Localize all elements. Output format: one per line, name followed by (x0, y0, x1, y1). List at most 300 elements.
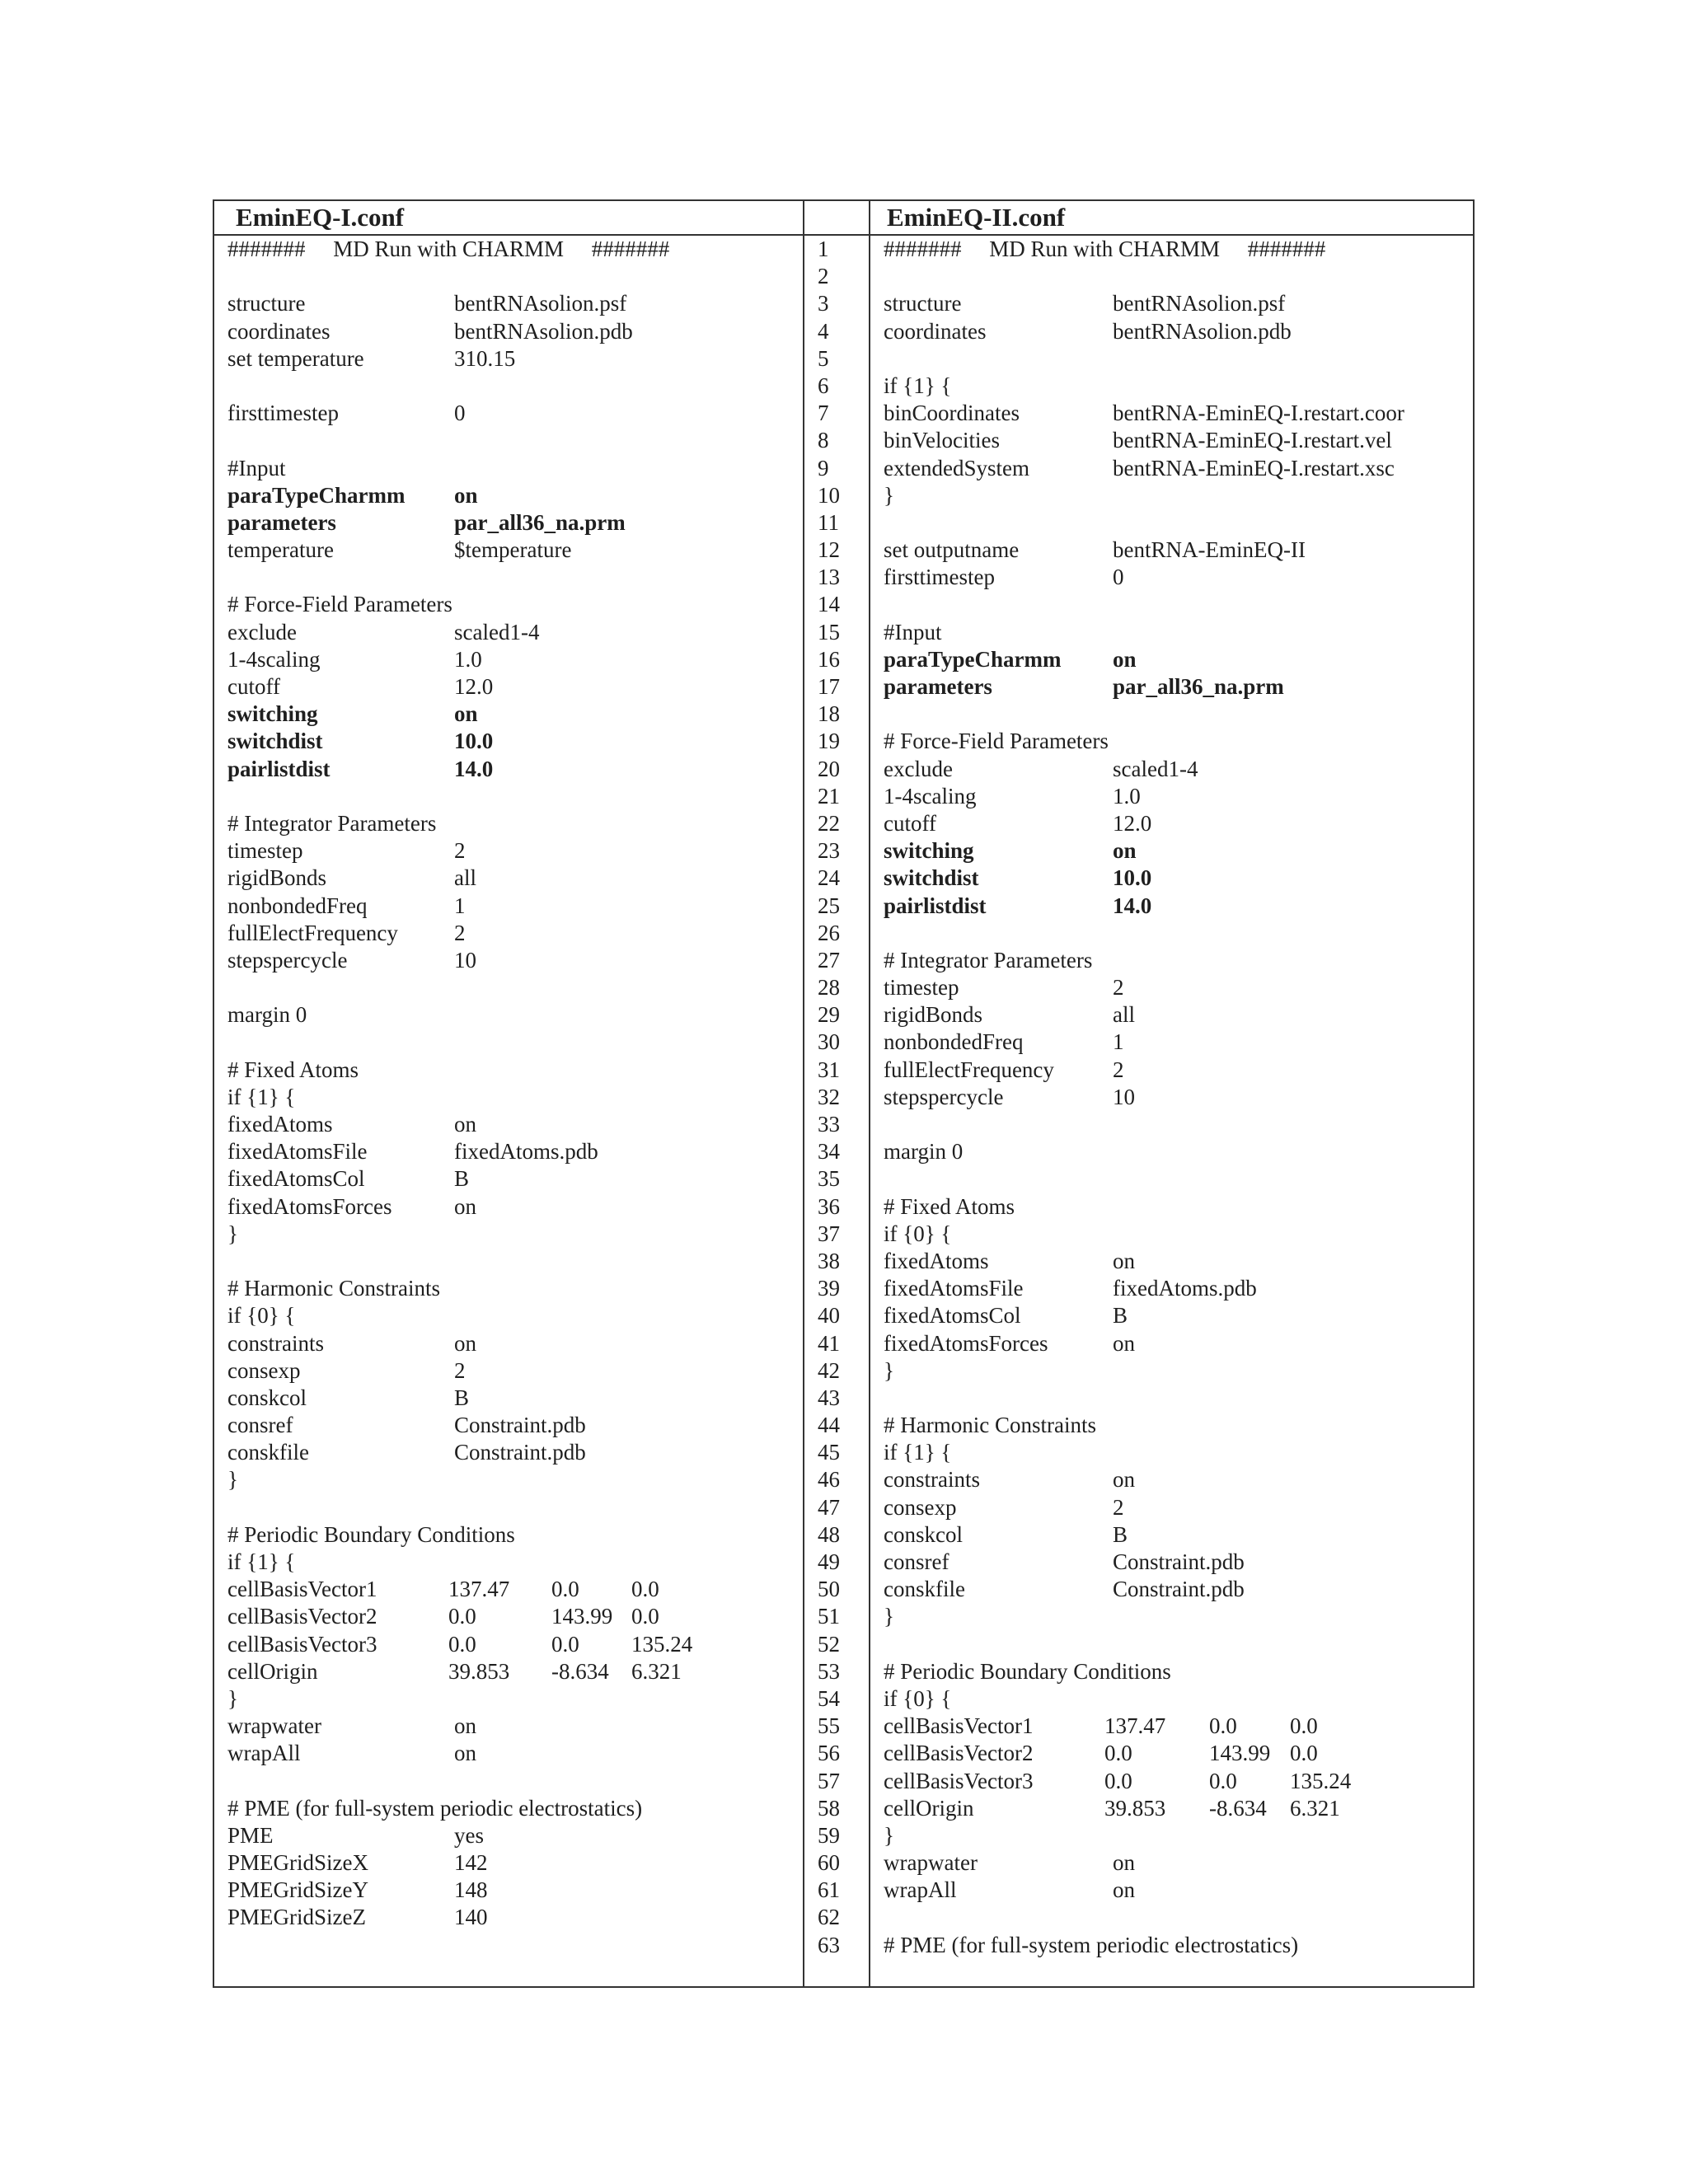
line-number: 13 (818, 565, 840, 590)
config-key: fixedAtomsCol (884, 1303, 1021, 1329)
config-line (884, 537, 1469, 564)
config-value: on (1113, 838, 1137, 864)
config-key: fixedAtomsCol (227, 1166, 365, 1192)
config-key: # Force-Field Parameters (884, 729, 1109, 754)
config-key: # Periodic Boundary Conditions (227, 1521, 515, 1547)
config-value: 0 (1113, 565, 1124, 590)
config-line (227, 1330, 796, 1357)
config-line (227, 728, 796, 755)
config-key: constraints (227, 1330, 324, 1356)
config-value: par_all36_na.prm (1113, 674, 1284, 699)
line-number: 7 (818, 401, 829, 426)
config-line (227, 1029, 796, 1056)
config-line (227, 1603, 796, 1630)
line-number: 37 (818, 1221, 840, 1246)
config-line (227, 1412, 796, 1439)
config-value-y: 143.99 (551, 1604, 613, 1629)
line-number: 46 (818, 1467, 840, 1493)
config-value: 12.0 (454, 674, 494, 699)
config-line (884, 1385, 1469, 1412)
config-value: 2 (1113, 1494, 1124, 1520)
config-line (884, 1330, 1469, 1357)
config-line (884, 1877, 1469, 1904)
config-key: set temperature (227, 345, 364, 371)
config-value: 39.853 (1104, 1795, 1166, 1821)
config-key: if {0} { (884, 1685, 952, 1711)
config-line (884, 1713, 1469, 1740)
config-line (227, 974, 796, 1001)
config-key: cellBasisVector2 (227, 1604, 377, 1629)
config-line (884, 263, 1469, 290)
config-key: wrapwater (884, 1850, 978, 1876)
config-value: 10 (454, 947, 476, 972)
config-line (227, 1221, 796, 1248)
line-number: 8 (818, 428, 829, 453)
config-line (227, 1165, 796, 1193)
config-line (227, 1357, 796, 1385)
config-key: firsttimestep (884, 565, 995, 590)
config-key: margin 0 (884, 1139, 964, 1165)
config-value: fixedAtoms.pdb (1113, 1276, 1257, 1301)
config-key: coordinates (227, 318, 331, 344)
config-line (884, 1302, 1469, 1329)
line-number: 41 (818, 1330, 840, 1356)
config-key: } (884, 1604, 894, 1629)
line-number: 50 (818, 1577, 840, 1602)
config-value: all (454, 865, 476, 891)
config-line (227, 1822, 796, 1849)
config-key: switching (884, 838, 974, 864)
config-line (884, 1822, 1469, 1849)
left-file-title: EminEQ-I.conf (236, 203, 405, 232)
config-line (884, 1193, 1469, 1221)
config-key: margin 0 (227, 1002, 307, 1028)
config-line (884, 564, 1469, 591)
config-value: 2 (454, 838, 466, 864)
line-number: 16 (818, 646, 840, 672)
config-line (884, 318, 1469, 345)
config-value: 0.0 (1104, 1768, 1132, 1793)
config-value: on (1113, 1248, 1135, 1273)
line-number: 21 (818, 783, 840, 808)
config-key: 1-4scaling (884, 783, 977, 808)
config-line (227, 920, 796, 947)
config-value-z: 135.24 (631, 1631, 693, 1657)
config-line (884, 455, 1469, 482)
config-value: Constraint.pdb (1113, 1577, 1245, 1602)
config-line (884, 837, 1469, 865)
config-line (884, 509, 1469, 537)
config-line (884, 920, 1469, 947)
line-number: 63 (818, 1932, 840, 1957)
config-value: 14.0 (454, 756, 494, 781)
config-value: par_all36_na.prm (454, 509, 626, 535)
config-key: binVelocities (884, 428, 1000, 453)
config-value-z: 0.0 (631, 1577, 659, 1602)
config-key: structure (884, 291, 962, 316)
config-key: if {1} { (884, 1440, 952, 1465)
config-key: } (227, 1685, 238, 1711)
config-line (884, 1521, 1469, 1549)
config-line (884, 345, 1469, 373)
config-value: on (454, 1330, 476, 1356)
line-number: 28 (818, 975, 840, 1001)
config-line (884, 1631, 1469, 1658)
line-number: 5 (818, 345, 829, 371)
config-value: Constraint.pdb (1113, 1549, 1245, 1574)
config-key: # PME (for full-system periodic electrostatics) (227, 1795, 643, 1821)
config-line (227, 1658, 796, 1685)
config-value-z: 6.321 (631, 1658, 682, 1684)
config-line (227, 1685, 796, 1713)
config-key: fixedAtomsFile (227, 1139, 368, 1165)
line-number: 31 (818, 1057, 840, 1082)
line-number: 17 (818, 674, 840, 699)
config-value: 0.0 (448, 1604, 476, 1629)
config-key: } (227, 1221, 238, 1246)
config-key: firsttimestep (227, 401, 339, 426)
line-number: 35 (818, 1166, 840, 1192)
config-value: 142 (454, 1850, 488, 1876)
config-line (884, 619, 1469, 646)
config-key: cutoff (884, 810, 936, 836)
config-key: if {0} { (227, 1303, 296, 1329)
right-column-divider (869, 199, 870, 1988)
config-key: PME (227, 1822, 274, 1848)
line-number: 34 (818, 1139, 840, 1165)
config-key: # Integrator Parameters (227, 810, 437, 836)
config-line (884, 373, 1469, 400)
line-number: 19 (818, 729, 840, 754)
line-number: 40 (818, 1303, 840, 1329)
config-key: # Fixed Atoms (884, 1193, 1015, 1219)
config-value-y: 0.0 (551, 1577, 579, 1602)
config-key: wrapAll (884, 1877, 957, 1903)
config-key: if {0} { (884, 1221, 952, 1246)
config-key: # Harmonic Constraints (227, 1276, 440, 1301)
config-line (884, 1138, 1469, 1165)
config-key: conskfile (884, 1577, 965, 1602)
config-value: B (454, 1166, 470, 1192)
config-line (884, 1904, 1469, 1931)
config-value: 137.47 (1104, 1713, 1166, 1739)
config-line (884, 974, 1469, 1001)
config-value: on (454, 1741, 476, 1766)
line-number: 38 (818, 1248, 840, 1273)
config-key: # PME (for full-system periodic electrostatics) (884, 1932, 1299, 1957)
config-line (884, 591, 1469, 618)
config-line (884, 1275, 1469, 1302)
config-line (227, 1001, 796, 1029)
config-line (227, 701, 796, 728)
config-key: # Integrator Parameters (884, 947, 1093, 972)
config-key: fullElectFrequency (227, 920, 398, 945)
config-key: paraTypeCharmm (227, 482, 406, 508)
line-number: 25 (818, 893, 840, 918)
line-number: 22 (818, 810, 840, 836)
config-key: fixedAtomsFile (884, 1276, 1024, 1301)
config-line (884, 646, 1469, 673)
config-key: coordinates (884, 318, 987, 344)
config-key: timestep (884, 975, 959, 1001)
config-key: conskcol (884, 1521, 963, 1547)
config-value: scaled1-4 (1113, 756, 1198, 781)
config-line (227, 1466, 796, 1493)
config-line (227, 373, 796, 400)
config-value: 39.853 (448, 1658, 510, 1684)
line-number: 61 (818, 1877, 840, 1903)
config-value: bentRNAsolion.pdb (1113, 318, 1292, 344)
right-config-listing (884, 236, 1469, 1959)
config-line (884, 728, 1469, 755)
config-value-y: -8.634 (551, 1658, 609, 1684)
config-line (884, 1248, 1469, 1275)
config-value: B (1113, 1303, 1128, 1329)
config-key: fixedAtomsForces (884, 1330, 1048, 1356)
config-value: 2 (454, 1357, 466, 1383)
config-value: 148 (454, 1877, 488, 1903)
line-number: 9 (818, 455, 829, 480)
config-value: on (454, 482, 478, 508)
config-line (227, 1439, 796, 1466)
config-line (227, 1740, 796, 1767)
config-line (227, 1521, 796, 1549)
line-number: 52 (818, 1631, 840, 1657)
config-key: conskcol (227, 1385, 307, 1410)
line-number: 54 (818, 1685, 840, 1711)
line-number: 39 (818, 1276, 840, 1301)
config-line (884, 1549, 1469, 1576)
config-line (227, 810, 796, 837)
config-line (884, 1494, 1469, 1521)
config-value-y: 143.99 (1209, 1741, 1271, 1766)
config-key: wrapAll (227, 1741, 301, 1766)
config-key: } (884, 482, 894, 508)
config-key: PMEGridSizeY (227, 1877, 368, 1903)
config-line (227, 619, 796, 646)
config-line (884, 893, 1469, 920)
config-value-y: -8.634 (1209, 1795, 1267, 1821)
config-key: # Fixed Atoms (227, 1057, 359, 1082)
config-line (227, 591, 796, 618)
config-line (884, 1685, 1469, 1713)
config-line (227, 564, 796, 591)
config-line (227, 893, 796, 920)
config-line (884, 1576, 1469, 1603)
config-value: all (1113, 1002, 1135, 1028)
line-number: 3 (818, 291, 829, 316)
config-line (884, 1057, 1469, 1084)
config-key: cellBasisVector1 (227, 1577, 377, 1602)
line-number: 2 (818, 264, 829, 289)
config-line (227, 1494, 796, 1521)
line-number: 20 (818, 756, 840, 781)
config-key: rigidBonds (227, 865, 327, 891)
config-value: Constraint.pdb (454, 1413, 586, 1438)
config-value: 10.0 (1113, 865, 1152, 891)
config-key: stepspercycle (227, 947, 348, 972)
line-number: 45 (818, 1440, 840, 1465)
config-line (227, 236, 796, 263)
config-key: pairlistdist (227, 756, 331, 781)
config-value: yes (454, 1822, 484, 1848)
config-value-z: 0.0 (1290, 1741, 1318, 1766)
config-key: # Force-Field Parameters (227, 592, 452, 617)
line-number: 23 (818, 838, 840, 864)
line-number: 44 (818, 1413, 840, 1438)
config-value: 0 (454, 401, 466, 426)
config-line (227, 482, 796, 509)
config-value: 10 (1113, 1084, 1135, 1109)
line-number: 1 (818, 237, 829, 261)
config-line (227, 1138, 796, 1165)
config-key: #Input (227, 455, 286, 480)
line-number: 6 (818, 373, 829, 398)
config-key: exclude (884, 756, 953, 781)
config-key: nonbondedFreq (884, 1029, 1024, 1055)
config-key: switchdist (227, 729, 323, 754)
config-key: } (884, 1822, 894, 1848)
config-line (227, 1275, 796, 1302)
config-key: cellOrigin (884, 1795, 974, 1821)
config-line (227, 345, 796, 373)
config-line (884, 1001, 1469, 1029)
config-value: 140 (454, 1905, 488, 1930)
line-number: 11 (818, 509, 839, 535)
config-line (227, 400, 796, 427)
line-number: 51 (818, 1604, 840, 1629)
config-value: on (454, 1713, 476, 1739)
config-value: 2 (1113, 1057, 1124, 1082)
config-line (227, 673, 796, 701)
config-key: fixedAtomsForces (227, 1193, 392, 1219)
config-line (884, 1221, 1469, 1248)
config-line (227, 756, 796, 783)
line-number: 30 (818, 1029, 840, 1055)
config-line (227, 865, 796, 892)
config-value: 1 (1113, 1029, 1124, 1055)
config-value-z: 6.321 (1290, 1795, 1340, 1821)
line-number-column (803, 236, 869, 1959)
config-key: } (884, 1357, 894, 1383)
config-key: parameters (227, 509, 336, 535)
config-line (884, 673, 1469, 701)
config-key: binCoordinates (884, 401, 1020, 426)
config-value: 2 (1113, 975, 1124, 1001)
config-key: switchdist (884, 865, 979, 891)
config-line (227, 837, 796, 865)
config-line (227, 537, 796, 564)
config-line (884, 1849, 1469, 1877)
config-value: bentRNA-EminEQ-I.restart.vel (1113, 428, 1392, 453)
config-key: pairlistdist (884, 893, 987, 918)
config-key: consref (227, 1413, 293, 1438)
config-key: cellBasisVector3 (884, 1768, 1034, 1793)
left-config-listing (227, 236, 796, 1959)
line-number: 60 (818, 1850, 840, 1876)
line-number: 49 (818, 1549, 840, 1574)
config-key: wrapwater (227, 1713, 321, 1739)
config-line (884, 810, 1469, 837)
config-value: 1.0 (454, 646, 482, 672)
config-value-y: 0.0 (551, 1631, 579, 1657)
config-line (227, 1768, 796, 1795)
config-value: on (1113, 1877, 1135, 1903)
config-key: consref (884, 1549, 950, 1574)
config-key: structure (227, 291, 306, 316)
line-number: 33 (818, 1112, 840, 1137)
config-value: bentRNAsolion.psf (454, 291, 627, 316)
config-line (227, 1385, 796, 1412)
config-line (227, 1302, 796, 1329)
config-key: fullElectFrequency (884, 1057, 1054, 1082)
config-key: nonbondedFreq (227, 893, 368, 918)
config-key: if {1} { (227, 1084, 296, 1109)
line-number: 24 (818, 865, 840, 891)
config-line (227, 318, 796, 345)
config-line (227, 1576, 796, 1603)
config-line (884, 1932, 1469, 1959)
line-number: 59 (818, 1822, 840, 1848)
config-value: 0.0 (448, 1631, 476, 1657)
config-line (884, 1111, 1469, 1138)
line-number: 18 (818, 701, 840, 727)
config-line (884, 1084, 1469, 1111)
config-key: parameters (884, 674, 992, 699)
config-line (884, 783, 1469, 810)
config-line (227, 1111, 796, 1138)
config-value: on (1113, 646, 1137, 672)
line-number: 62 (818, 1905, 840, 1930)
config-value: 137.47 (448, 1577, 510, 1602)
config-line (227, 1549, 796, 1576)
config-value: scaled1-4 (454, 619, 540, 644)
config-value: B (1113, 1521, 1128, 1547)
config-key: temperature (227, 537, 334, 563)
config-line (227, 263, 796, 290)
config-key: timestep (227, 838, 303, 864)
config-line (884, 1412, 1469, 1439)
config-line (884, 1357, 1469, 1385)
config-value: fixedAtoms.pdb (454, 1139, 598, 1165)
config-line (884, 482, 1469, 509)
config-value: B (454, 1385, 470, 1410)
line-number: 42 (818, 1357, 840, 1383)
config-value-z: 0.0 (631, 1604, 659, 1629)
config-line (227, 427, 796, 454)
line-number: 36 (818, 1193, 840, 1219)
config-value: 14.0 (1113, 893, 1152, 918)
config-key: set outputname (884, 537, 1020, 563)
config-value-y: 0.0 (1209, 1768, 1237, 1793)
config-line (884, 290, 1469, 317)
config-key: } (227, 1467, 238, 1493)
config-line (227, 455, 796, 482)
config-line (227, 1248, 796, 1275)
config-line (227, 947, 796, 974)
config-value: on (454, 701, 478, 727)
config-value-z: 135.24 (1290, 1768, 1352, 1793)
config-key: cutoff (227, 674, 280, 699)
config-line (227, 1057, 796, 1084)
config-line (227, 1795, 796, 1822)
line-number: 58 (818, 1795, 840, 1821)
config-key: exclude (227, 619, 297, 644)
config-key: rigidBonds (884, 1002, 983, 1028)
config-line (227, 290, 796, 317)
config-value: 2 (454, 920, 466, 945)
config-key: ####### MD Run with CHARMM ####### (884, 237, 1326, 261)
